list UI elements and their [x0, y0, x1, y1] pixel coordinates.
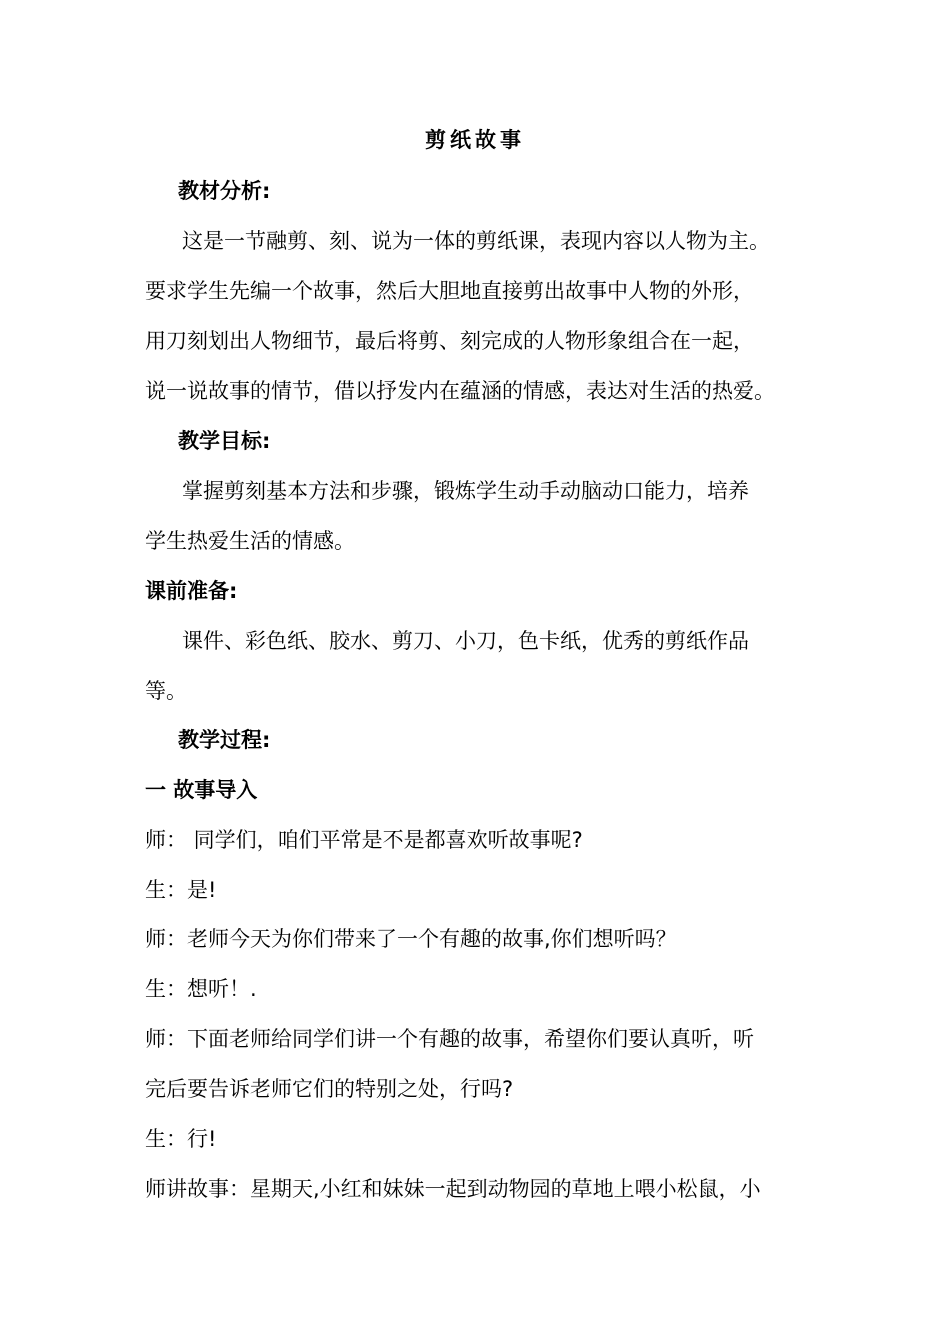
dialogue-line: 师： 同学们，咱们平常是不是都喜欢听故事呢? — [145, 828, 583, 852]
document-title: 剪纸故事 — [425, 128, 525, 152]
prep-line: 等。 — [145, 679, 187, 703]
part1-heading: 一 故事导入 — [145, 778, 258, 802]
analysis-heading: 教材分析: — [178, 179, 271, 203]
dialogue-line: 生：想听！. — [145, 977, 257, 1001]
goal-line: 掌握剪刻基本方法和步骤，锻炼学生动手动脑动口能力，培养 — [182, 479, 749, 503]
analysis-line: 说一说故事的情节，借以抒发内在蕴涵的情感，表达对生活的热爱。 — [145, 379, 775, 403]
analysis-line: 要求学生先编一个故事，然后大胆地直接剪出故事中人物的外形， — [145, 279, 754, 303]
prep-line: 课件、彩色纸、胶水、剪刀、小刀，色卡纸，优秀的剪纸作品 — [182, 629, 749, 653]
dialogue-line: 师：下面老师给同学们讲一个有趣的故事，希望你们要认真听，听 — [145, 1027, 754, 1051]
analysis-line: 这是一节融剪、刻、说为一体的剪纸课，表现内容以人物为主。 — [182, 229, 770, 253]
process-heading: 教学过程: — [178, 728, 271, 752]
dialogue-line: 生：行! — [145, 1127, 217, 1151]
dialogue-line: 师：老师今天为你们带来了一个有趣的故事,你们想听吗？ — [145, 927, 677, 951]
prep-heading: 课前准备: — [145, 579, 238, 603]
goal-line: 学生热爱生活的情感。 — [145, 529, 355, 553]
dialogue-line: 生：是! — [145, 878, 217, 902]
analysis-line: 用刀刻划出人物细节，最后将剪、刻完成的人物形象组合在一起， — [145, 329, 754, 353]
goal-heading: 教学目标: — [178, 429, 271, 453]
dialogue-line: 完后要告诉老师它们的特别之处，行吗? — [145, 1077, 514, 1101]
dialogue-line: 师讲故事：星期天,小红和妹妹一起到动物园的草地上喂小松鼠，小 — [145, 1177, 761, 1201]
